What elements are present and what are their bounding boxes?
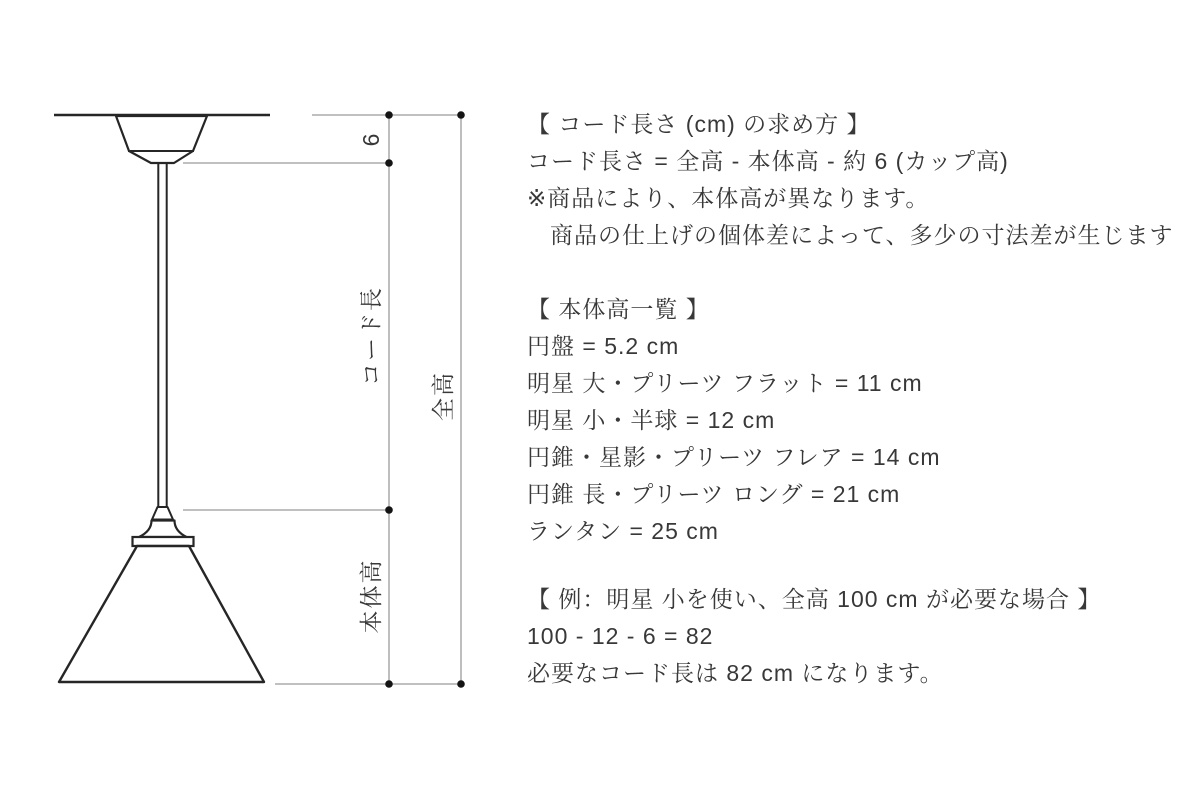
- list-item: 明星 大・プリーツ フラット = 11 cm: [527, 370, 923, 396]
- formula-line: コード長さ = 全高 - 本体高 - 約 6 (カップ高): [527, 148, 1009, 174]
- example-result: 必要なコード長は 82 cm になります。: [527, 660, 944, 686]
- list-item: 円盤 = 5.2 cm: [527, 333, 680, 359]
- socket-flare: [152, 507, 173, 520]
- dot-cup-bottom: [385, 159, 393, 167]
- socket-ring: [133, 537, 194, 546]
- dot-shade-top: [385, 506, 393, 514]
- total-height-label: 全高: [430, 371, 456, 421]
- dot-shade-bottom: [385, 680, 393, 688]
- dot-cup-top: [385, 111, 393, 119]
- note-line: 商品の仕上げの個体差によって、多少の寸法差が生じます: [550, 222, 1174, 248]
- cord-length-label: コード長: [358, 286, 384, 386]
- list-item: 円錐 長・プリーツ ロング = 21 cm: [527, 481, 901, 507]
- list-item: 明星 小・半球 = 12 cm: [527, 407, 776, 433]
- list-item: 円錐・星影・プリーツ フレア = 14 cm: [527, 444, 941, 470]
- section-body-height-list: [527, 291, 940, 550]
- pendant-lamp-dimension-diagram: [0, 0, 500, 800]
- section-title: 【 コード長さ (cm) の求め方 】: [527, 111, 871, 137]
- section-example: [527, 581, 1101, 692]
- socket-bell: [139, 521, 187, 538]
- list-item: ランタン = 25 cm: [527, 518, 719, 544]
- example-calculation: 100 - 12 - 6 = 82: [527, 623, 714, 649]
- ceiling-cup: [116, 116, 207, 163]
- cup-height-label: 6: [358, 131, 384, 147]
- section-title: 【 例：明星 小を使い、全高 100 cm が必要な場合 】: [527, 586, 1102, 612]
- body-height-label: 本体高: [358, 558, 384, 634]
- dot-total-bottom: [457, 680, 465, 688]
- dot-total-top: [457, 111, 465, 119]
- shade-cone: [59, 546, 264, 682]
- note-line: ※商品により、本体高が異なります。: [527, 185, 930, 211]
- section-cord-length-formula: [527, 106, 1174, 254]
- section-title: 【 本体高一覧 】: [527, 296, 710, 322]
